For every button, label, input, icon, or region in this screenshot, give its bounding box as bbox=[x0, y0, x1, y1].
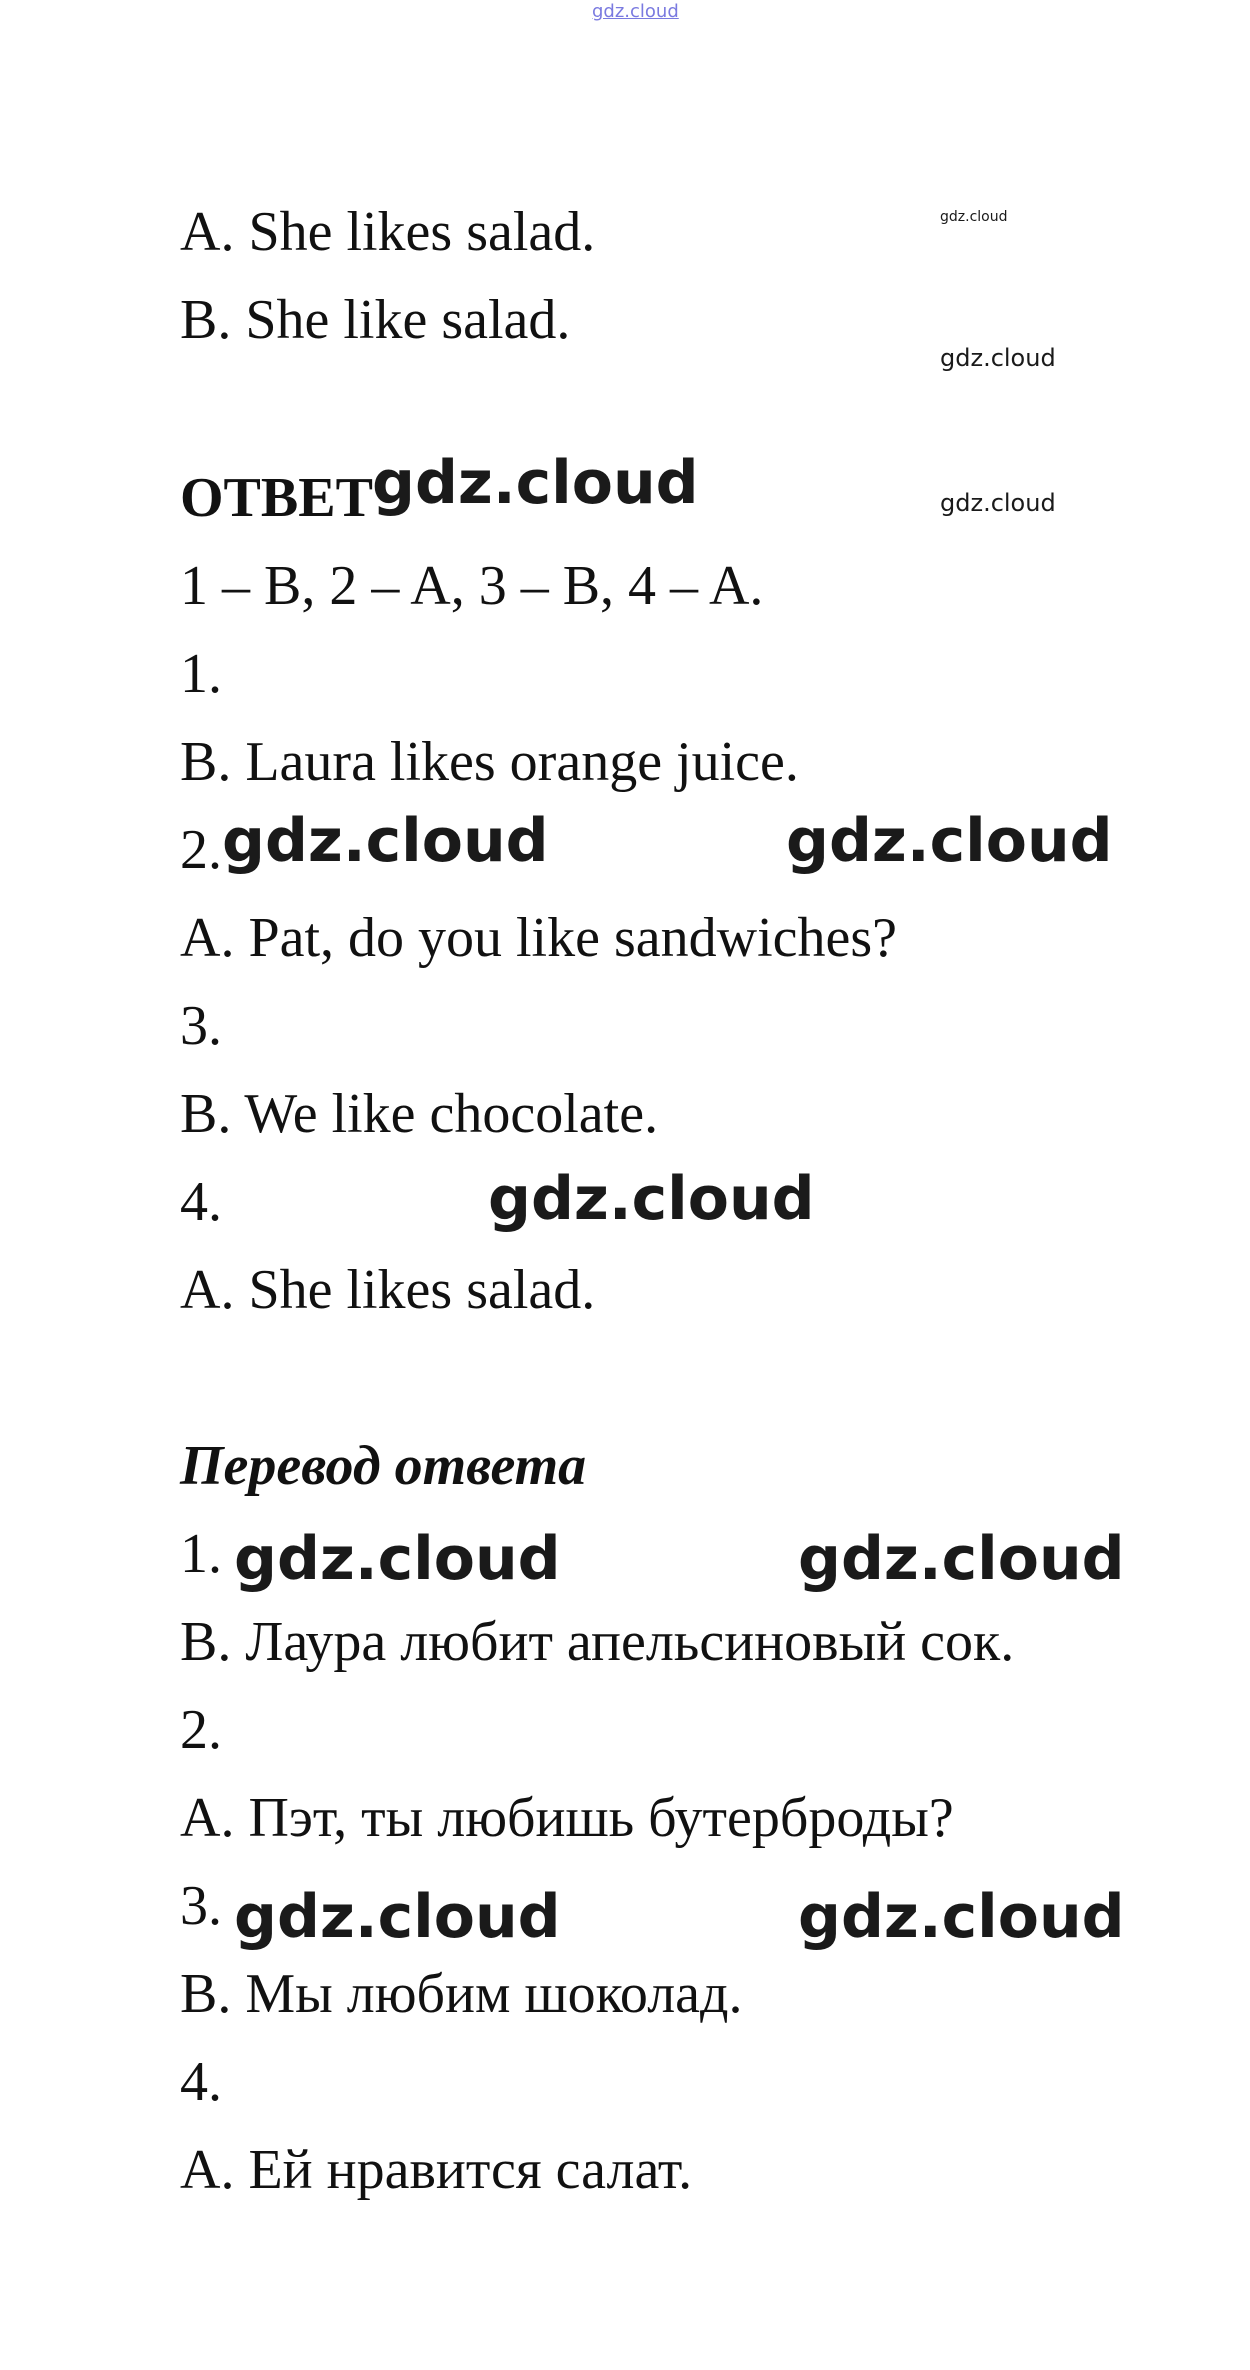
translation-heading: Перевод ответа bbox=[180, 1435, 587, 1497]
answer-item-3-text: B. We like chocolate. bbox=[180, 1083, 659, 1145]
translation-item-3-text: B. Мы любим шоколад. bbox=[180, 1963, 743, 2025]
translation-item-1-number: 1. bbox=[180, 1523, 222, 1585]
watermark-t1-right: gdz.cloud bbox=[798, 1524, 1125, 1594]
option-a: A. She likes salad. bbox=[180, 201, 596, 263]
answer-heading: ОТВЕТ bbox=[180, 467, 373, 529]
answer-item-4-text: A. She likes salad. bbox=[180, 1259, 596, 1321]
answer-summary: 1 – B, 2 – A, 3 – B, 4 – A. bbox=[180, 555, 764, 617]
option-b: B. She like salad. bbox=[180, 289, 571, 351]
watermark-small-1: gdz.cloud bbox=[940, 344, 1056, 372]
watermark-a2-left: gdz.cloud bbox=[222, 806, 549, 876]
answer-item-2-number: 2. bbox=[180, 819, 222, 881]
watermark-a2-right: gdz.cloud bbox=[786, 806, 1113, 876]
translation-item-4-number: 4. bbox=[180, 2051, 222, 2113]
translation-item-2-number: 2. bbox=[180, 1699, 222, 1761]
translation-item-3-number: 3. bbox=[180, 1875, 222, 1937]
watermark-t1-left: gdz.cloud bbox=[234, 1524, 561, 1594]
answer-item-4-number: 4. bbox=[180, 1171, 222, 1233]
answer-item-1-text: B. Laura likes orange juice. bbox=[180, 731, 799, 793]
translation-item-1-text: B. Лаура любит апельсиновый сок. bbox=[180, 1611, 1015, 1673]
watermark-heading: gdz.cloud bbox=[372, 448, 699, 518]
answer-item-1-number: 1. bbox=[180, 643, 222, 705]
answer-item-2-text: A. Pat, do you like sandwiches? bbox=[180, 907, 897, 969]
watermark-a4: gdz.cloud bbox=[488, 1164, 815, 1234]
translation-item-4-text: A. Ей нравится салат. bbox=[180, 2139, 693, 2201]
watermark-tiny: gdz.cloud bbox=[940, 209, 1008, 225]
answer-item-3-number: 3. bbox=[180, 995, 222, 1057]
watermark-small-2: gdz.cloud bbox=[940, 489, 1056, 517]
watermark-t3-left: gdz.cloud bbox=[234, 1882, 561, 1952]
watermark-t3-right: gdz.cloud bbox=[798, 1882, 1125, 1952]
watermark-top: gdz.cloud bbox=[592, 1, 679, 22]
translation-item-2-text: A. Пэт, ты любишь бутерброды? bbox=[180, 1787, 954, 1849]
